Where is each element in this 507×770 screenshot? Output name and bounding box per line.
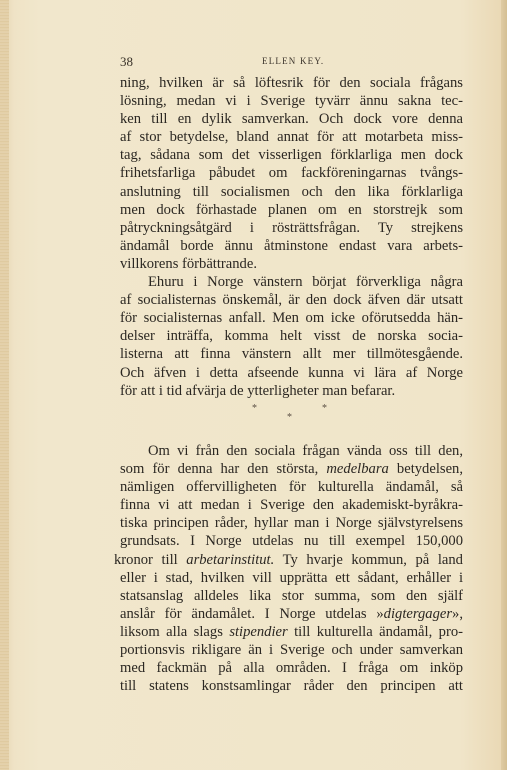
asterisk: *: [252, 403, 257, 414]
text-line: nämligen offervilligheten för kulturella ändamål, så: [120, 479, 463, 496]
text-line: statsanslag alldeles lika stor summa, som den själf: [120, 587, 463, 604]
section-break-asterism: [240, 403, 350, 425]
text-line: villkorens förbättrande.: [120, 255, 257, 272]
text-line: med fackmän på alla områden. I fråga om inköp: [120, 660, 463, 677]
text-line: men dock förhastade planen om en storstrejk som: [120, 201, 463, 218]
text-line: tiska principen råder, hyllar man i Norge självstyrelsens: [120, 515, 463, 532]
text-line: för socialisternas anfall. Men om icke oförutsedda hän-: [120, 310, 463, 327]
italic-word: digtergager: [383, 605, 453, 622]
text-line: tag, sådana som det visserligen förklarliga men dock: [120, 147, 463, 164]
text-line: grundsats. I Norge utdelas nu till exempel 150,000: [120, 533, 463, 550]
text-line: [120, 460, 463, 478]
text-line: anslutning till socialismen och den lika förklarliga: [120, 183, 463, 200]
page-number: 38: [120, 54, 133, 69]
page-outer-edge: [501, 0, 507, 770]
page-binding-edge: [0, 0, 9, 770]
text-line: [120, 623, 463, 641]
text-line: ning, hvilken är så löftesrik för den sociala frågans: [120, 75, 463, 91]
text-run: liksom alla slags: [120, 623, 230, 640]
text-line: af stor betydelse, bland annat för att motarbeta miss-: [120, 129, 463, 146]
text-line: [120, 605, 463, 623]
text-line: påtryckningsåtgärd i rösträttsfrågan. Ty strejkens: [120, 219, 463, 236]
text-run: betydelsen,: [388, 461, 463, 478]
italic-word: medelbara: [326, 461, 389, 478]
running-head: ELLEN KEY.: [262, 56, 325, 66]
text-line: eller i stad, hvilken vill upprätta ett sådant, erhåller i: [120, 569, 463, 586]
text-run: kronor till: [114, 551, 187, 568]
text-line: ändamål borde ännu åtminstone endast vara arbets-: [120, 237, 463, 254]
text-run: »,: [452, 605, 463, 622]
text-line: lösning, medan vi i Sverige tyvärr ännu sakna tec-: [120, 93, 463, 110]
text-line: för att i tid afvärja de ytterligheter man befarar.: [120, 382, 396, 399]
text-line: Om vi från den sociala frågan vända oss till den,: [148, 443, 463, 459]
text-run: anslår för ändamålet. I Norge utdelas »: [120, 605, 384, 622]
body-text-upper: [120, 74, 463, 400]
italic-word: arbetarinstitut.: [186, 551, 275, 568]
text-line: finna vi att medan i Sverige den akademiskt-byråkra-: [120, 497, 463, 514]
page-header: [120, 54, 500, 70]
text-run: Ty hvarje kommun, på land: [274, 551, 463, 568]
text-line: ken till en dylik samverkan. Och dock vore denna: [120, 111, 463, 128]
body-text-lower: [114, 442, 463, 695]
text-line: listerna att finna vänstern allt mer tillmötesgående.: [120, 346, 463, 363]
text-line: portionsvis rikligare än i Sverige och under samverkan: [120, 642, 463, 659]
asterisk: *: [322, 403, 327, 414]
text-line: af socialisternas önskemål, är den dock äfven där utsatt: [120, 292, 463, 309]
text-line: [114, 551, 463, 569]
text-run: till kulturella ändamål, pro-: [287, 623, 463, 640]
text-line: frihetsfarliga påbudet om fackföreningarnas tvångs-: [120, 165, 463, 182]
italic-word: stipendier: [229, 623, 288, 640]
text-line: Ehuru i Norge vänstern börjat förverkliga några: [148, 274, 463, 291]
asterisk: *: [287, 412, 292, 423]
text-line: Och äfven i detta afseende kunna vi lära af Norge: [120, 364, 463, 381]
text-line: delser inträffa, komma helt visst de norska socia-: [120, 328, 463, 345]
text-run: som för denna har den största,: [120, 461, 327, 478]
text-line: till statens konstsamlingar råder den principen att: [120, 678, 463, 695]
